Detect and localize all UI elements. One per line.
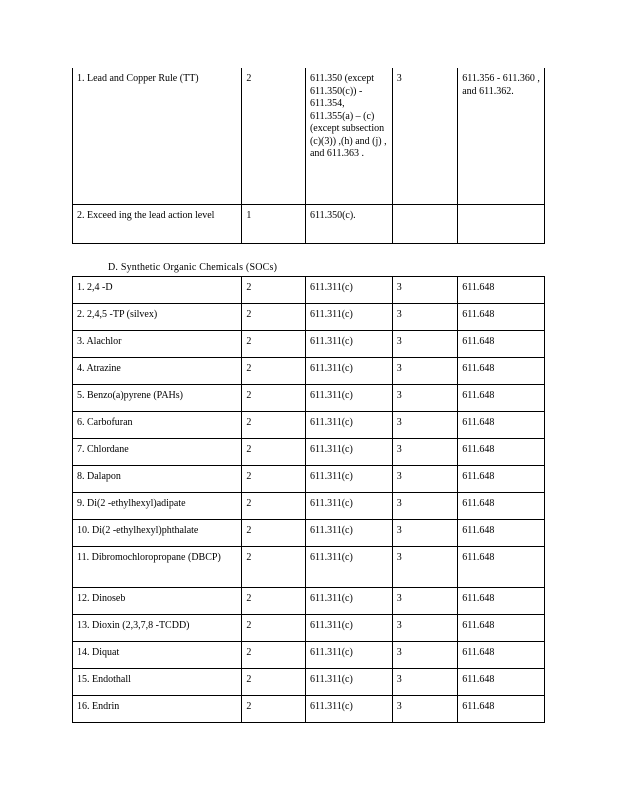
reference-cell: 611.648 [458,304,545,331]
reference-cell: 611.648 [458,358,545,385]
tier-value: 2 [242,669,306,696]
tier-value: 2 [242,68,306,205]
table-row [73,205,545,244]
table-row [73,466,545,493]
tier-value: 2 [242,439,306,466]
contaminant-name: 2. Exceed ing the lead action level [73,205,242,244]
section-heading: D. Synthetic Organic Chemicals (SOCs) [108,262,278,273]
table-row [73,588,545,615]
contaminant-name: 3. Alachlor [73,331,242,358]
reference-cell: 611.648 [458,493,545,520]
tier-value: 2 [242,331,306,358]
contaminant-name: 9. Di(2 -ethylhexyl)adipate [73,493,242,520]
table-row [73,304,545,331]
reference-cell: 611.648 [458,466,545,493]
table-row [73,331,545,358]
tier2-value: 3 [392,277,458,304]
reference-cell: 611.648 [458,547,545,588]
citation-cell: 611.311(c) [305,696,392,723]
tier2-value: 3 [392,385,458,412]
tier-value: 2 [242,385,306,412]
table-row [73,493,545,520]
contaminant-name: 12. Dinoseb [73,588,242,615]
tier2-value: 3 [392,439,458,466]
table-row [73,358,545,385]
citation-cell: 611.311(c) [305,520,392,547]
citation-cell: 611.311(c) [305,493,392,520]
tier-value: 2 [242,696,306,723]
tier-value: 2 [242,412,306,439]
citation-cell: 611.350 (except 611.350(c)) - 611.354, 611.355(a) – (c) (except subsection (c)(3)) ,(h) and (j) , and 611.363 . [305,68,392,205]
contaminant-name: 11. Dibromochloropropane (DBCP) [73,547,242,588]
citation-cell: 611.311(c) [305,615,392,642]
tier-value: 2 [242,642,306,669]
reference-cell: 611.648 [458,615,545,642]
tier2-value: 3 [392,412,458,439]
table-row [73,412,545,439]
citation-cell: 611.311(c) [305,385,392,412]
contaminant-name: 14. Diquat [73,642,242,669]
citation-cell: 611.311(c) [305,331,392,358]
table-row [73,669,545,696]
tier-value: 2 [242,358,306,385]
reference-cell: 611.648 [458,439,545,466]
table-row [73,520,545,547]
table-row [73,68,545,205]
tier2-value: 3 [392,642,458,669]
soc-table [72,276,545,723]
table-row [73,277,545,304]
tier-value: 1 [242,205,306,244]
reference-cell: 611.648 [458,331,545,358]
tier-value: 2 [242,304,306,331]
tier2-value: 3 [392,304,458,331]
tier2-value: 3 [392,331,458,358]
citation-cell: 611.311(c) [305,358,392,385]
reference-cell: 611.648 [458,696,545,723]
contaminant-name: 2. 2,4,5 -TP (silvex) [73,304,242,331]
citation-cell: 611.311(c) [305,439,392,466]
table-row [73,439,545,466]
citation-cell: 611.311(c) [305,669,392,696]
tier2-value: 3 [392,588,458,615]
table-row [73,696,545,723]
citation-cell: 611.311(c) [305,304,392,331]
tier-value: 2 [242,588,306,615]
tier2-value: 3 [392,520,458,547]
citation-cell: 611.350(c). [305,205,392,244]
contaminant-name: 5. Benzo(a)pyrene (PAHs) [73,385,242,412]
tier2-value: 3 [392,547,458,588]
tier2-value: 3 [392,68,458,205]
table-row [73,547,545,588]
contaminant-name: 15. Endothall [73,669,242,696]
contaminant-name: 16. Endrin [73,696,242,723]
tier2-value: 3 [392,615,458,642]
tier-value: 2 [242,493,306,520]
table-row [73,642,545,669]
tier2-value [392,205,458,244]
tier-value: 2 [242,547,306,588]
tier-value: 2 [242,466,306,493]
tier2-value: 3 [392,358,458,385]
lead-copper-table [72,68,545,244]
tier-value: 2 [242,520,306,547]
contaminant-name: 4. Atrazine [73,358,242,385]
reference-cell: 611.648 [458,588,545,615]
citation-cell: 611.311(c) [305,588,392,615]
contaminant-name: 1. 2,4 -D [73,277,242,304]
tier2-value: 3 [392,696,458,723]
citation-cell: 611.311(c) [305,277,392,304]
contaminant-name: 8. Dalapon [73,466,242,493]
reference-cell: 611.648 [458,669,545,696]
citation-cell: 611.311(c) [305,642,392,669]
tier2-value: 3 [392,669,458,696]
table-row [73,385,545,412]
reference-cell [458,205,545,244]
citation-cell: 611.311(c) [305,547,392,588]
contaminant-name: 6. Carbofuran [73,412,242,439]
contaminant-name: 1. Lead and Copper Rule (TT) [73,68,242,205]
tier-value: 2 [242,277,306,304]
citation-cell: 611.311(c) [305,466,392,493]
contaminant-name: 13. Dioxin (2,3,7,8 -TCDD) [73,615,242,642]
tier2-value: 3 [392,466,458,493]
citation-cell: 611.311(c) [305,412,392,439]
reference-cell: 611.648 [458,412,545,439]
tier2-value: 3 [392,493,458,520]
tier-value: 2 [242,615,306,642]
contaminant-name: 10. Di(2 -ethylhexyl)phthalate [73,520,242,547]
contaminant-name: 7. Chlordane [73,439,242,466]
reference-cell: 611.356 - 611.360 , and 611.362. [458,68,545,205]
reference-cell: 611.648 [458,642,545,669]
reference-cell: 611.648 [458,520,545,547]
soc-table-body [73,277,545,723]
reference-cell: 611.648 [458,385,545,412]
reference-cell: 611.648 [458,277,545,304]
table-row [73,615,545,642]
